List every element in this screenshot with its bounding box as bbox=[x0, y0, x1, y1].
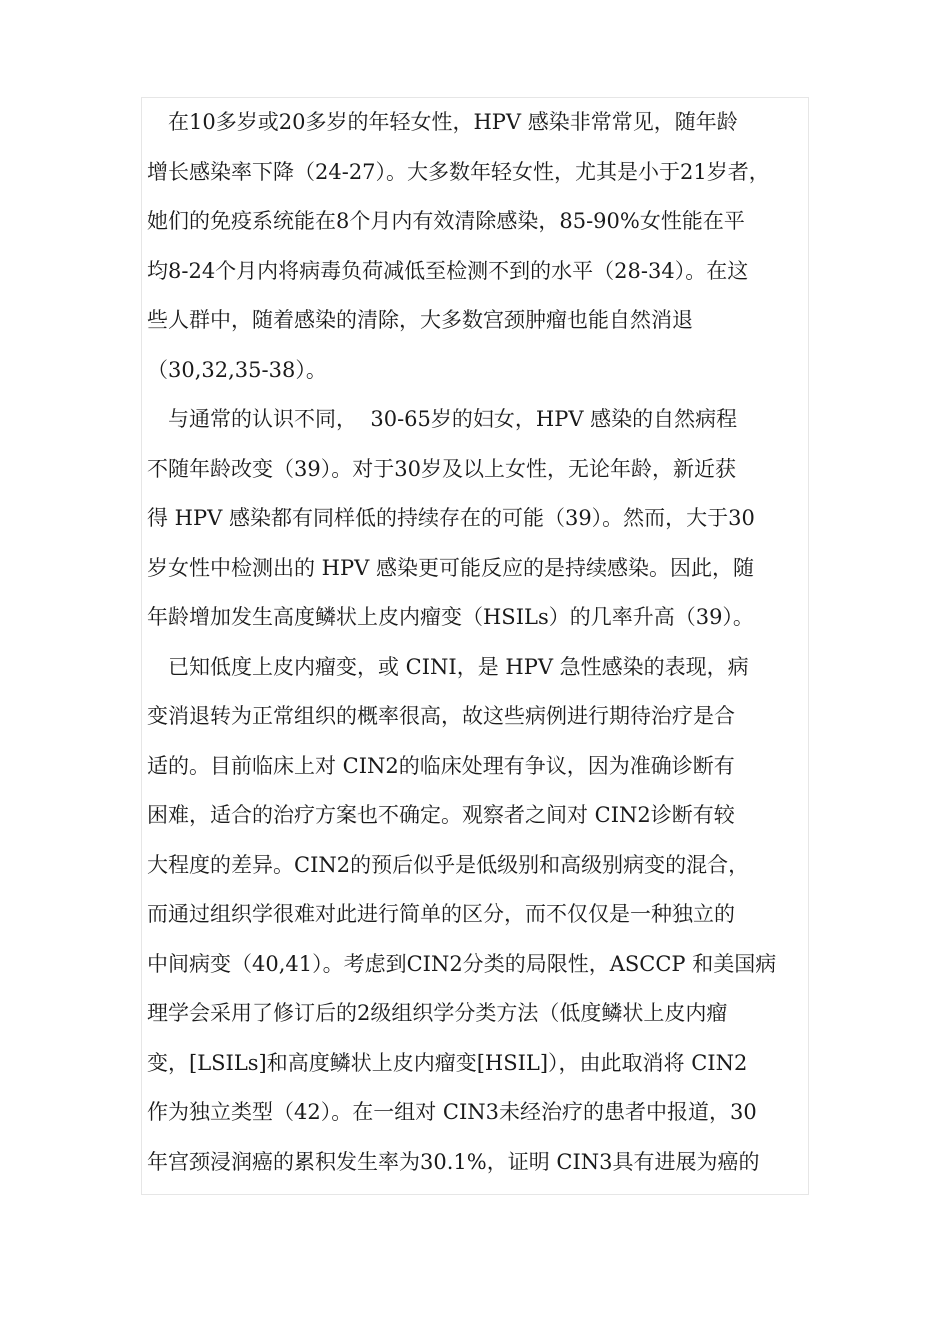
text-line: 些人群中，随着感染的清除，大多数宫颈肿瘤也能自然消退 bbox=[147, 308, 693, 332]
text-line: 作为独立类型（42）。在一组对 CIN3未经治疗的患者中报道，30 bbox=[147, 1100, 757, 1124]
text-line: 年龄增加发生高度鳞状上皮内瘤变（HSILs）的几率升高（39）。 bbox=[147, 605, 754, 629]
text-line: 理学会采用了修订后的2级组织学分类方法（低度鳞状上皮内瘤 bbox=[147, 1001, 728, 1025]
text-line: 而通过组织学很难对此进行简单的区分，而不仅仅是一种独立的 bbox=[147, 902, 735, 926]
text-line: 增长感染率下降（24-27）。大多数年轻女性，尤其是小于21岁者， bbox=[147, 159, 770, 184]
text-line: 困难，适合的治疗方案也不确定。观察者之间对 CIN2诊断有较 bbox=[147, 803, 735, 827]
text-line: 均8-24个月内将病毒负荷减低至检测不到的水平（28-34）。在这 bbox=[147, 258, 749, 283]
text-line: 不随年龄改变（39）。对于30岁及以上女性，无论年龄，新近获 bbox=[147, 456, 736, 481]
document-page bbox=[141, 97, 809, 1195]
text-line: 变，[LSILs]和高度鳞状上皮内瘤变[HSIL]），由此取消将 CIN2 bbox=[147, 1050, 748, 1075]
text-line: （30,32,35-38）。 bbox=[147, 357, 327, 382]
text-line: 得 HPV 感染都有同样低的持续存在的可能（39）。然而，大于30 bbox=[147, 506, 755, 530]
text-line: 与通常的认识不同， 30-65岁的妇女，HPV 感染的自然病程 bbox=[147, 407, 738, 431]
text-line: 中间病变（40,41）。考虑到CIN2分类的局限性，ASCCP 和美国病 bbox=[147, 951, 777, 976]
text-line: 大程度的差异。CIN2的预后似乎是低级别和高级别病变的混合， bbox=[147, 852, 750, 877]
text-line: 在10多岁或20多岁的年轻女性，HPV 感染非常常见，随年龄 bbox=[147, 110, 738, 134]
text-line: 已知低度上皮内瘤变，或 CINI，是 HPV 急性感染的表现，病 bbox=[147, 654, 749, 679]
paragraph-2 bbox=[147, 395, 807, 643]
paragraph-1 bbox=[147, 98, 807, 395]
text-line: 岁女性中检测出的 HPV 感染更可能反应的是持续感染。因此，随 bbox=[147, 555, 754, 580]
text-line: 她们的免疫系统能在8个月内有效清除感染，85-90%女性能在平 bbox=[147, 209, 745, 233]
text-line: 变消退转为正常组织的概率很高，故这些病例进行期待治疗是合 bbox=[147, 704, 735, 728]
text-line: 适的。目前临床上对 CIN2的临床处理有争议，因为准确诊断有 bbox=[147, 753, 735, 778]
text-line: 年宫颈浸润癌的累积发生率为30.1%，证明 CIN3具有进展为癌的 bbox=[147, 1149, 760, 1174]
paragraph-3 bbox=[147, 643, 807, 1188]
document-body bbox=[147, 98, 807, 1187]
